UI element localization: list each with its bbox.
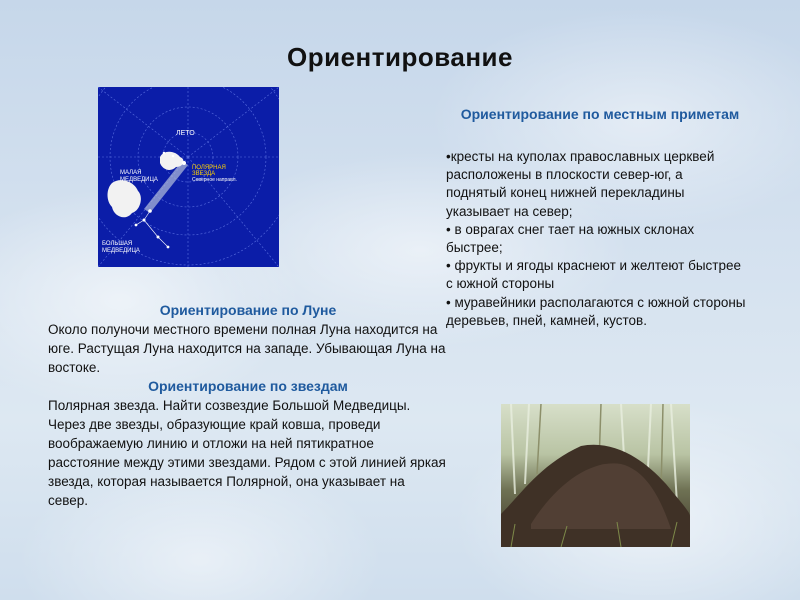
starmap-label-little-bear-1: МАЛАЯ [120,170,142,176]
local-signs-heading: Ориентирование по местным приметам [460,106,740,122]
starmap-label-little-bear-2: МЕДВЕДИЦА [120,177,158,183]
anthill-photo [501,404,690,547]
list-item: • муравейники располагаются с южной стороны деревьев, пней, камней, кустов. [446,294,746,328]
list-item: • в оврагах снег тает на южных склонах быстрее; [446,221,695,256]
moon-heading: Ориентирование по Луне [159,302,337,318]
local-signs-list [446,148,746,330]
stars-text: Полярная звезда. Найти созвездие Большой Медведицы. Через две звезды, образующие край ковша, проведи воображаемую линию и отложи на ней пятикратное расстояние между этими звездами. Рядом с этой линией яркая звезда, которая называется Полярной, она указывает на север. [48,398,446,508]
starmap-label-big-bear-2: МЕДВЕДИЦА [102,248,140,254]
slide-title: Ориентирование [287,42,513,72]
stars-heading: Ориентирование по звездам [148,378,348,394]
starmap-label-polaris-2: ЗВЕЗДА [192,171,216,177]
star-map-image [98,87,279,267]
left-text-block [48,301,448,510]
starmap-label-big-bear-1: БОЛЬШАЯ [102,241,133,247]
list-item: • фрукты и ягоды краснеют и желтеют быстрее с южной стороны [446,258,742,292]
anthill-graphic [501,404,690,547]
list-item: •кресты на куполах православных церквей расположены в плоскости север-юг, а поднятый конец нижней перекладины указывает на север; [446,149,715,219]
starmap-label-polaris-1: ПОЛЯРНАЯ [192,165,226,171]
moon-text: Около полуночи местного времени полная Луна находится на юге. Растущая Луна находится на западе. Убывающая Луна на востоке. [48,322,446,375]
starmap-label-north: Северное направл. [192,177,237,183]
starmap-label-summer: ЛЕТО [176,130,195,137]
